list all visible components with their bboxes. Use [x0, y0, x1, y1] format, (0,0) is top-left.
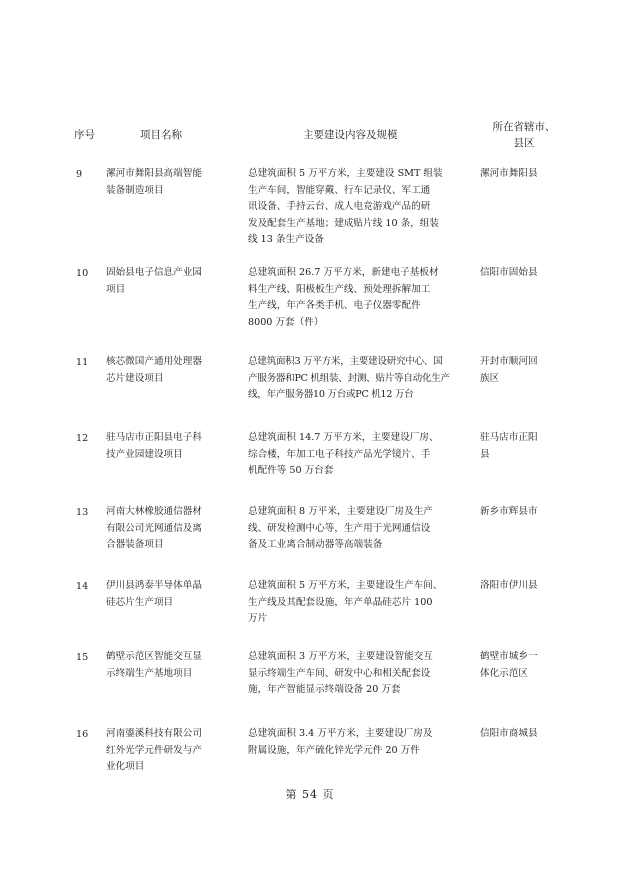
location-line: 漯河市舞阳县: [480, 168, 538, 179]
name-line: 河南大林橡胶通信器材: [106, 506, 202, 517]
row-seq: 10: [76, 268, 89, 279]
name-line: 鹤壁示范区智能交互显: [106, 651, 202, 662]
header-location-line1: 所在省辖市、: [492, 121, 556, 133]
header-seq: 序号: [74, 129, 95, 141]
location-line: 鹤壁市城乡一: [480, 651, 538, 662]
name-line: 示终端生产基地项目: [106, 667, 193, 679]
header-location: [484, 119, 564, 151]
row-location: [480, 726, 560, 743]
content-line: 总建筑面积 3.4 万平方米，主要建设厂房及: [248, 728, 433, 739]
content-line: 总建筑面积 5 万平方米，主要建设 SMT 组装: [248, 168, 443, 179]
row-project-name: [106, 504, 234, 554]
content-line: 施，年产智能显示终端设备 20 万套: [248, 684, 401, 695]
location-line: 洛阳市伊川县: [480, 580, 538, 591]
row-location: [480, 504, 560, 521]
name-line: 技产业园建设项目: [106, 448, 183, 460]
location-line: 族区: [480, 372, 500, 384]
row-content: [248, 354, 464, 404]
name-line: 硅芯片生产项目: [106, 596, 174, 608]
content-line: 总建筑面积 26.7 万平方米，新建电子基板材: [248, 267, 439, 278]
row-project-name: [106, 649, 234, 682]
row-location: [480, 578, 560, 595]
name-line: 伊川县鸿泰半导体单晶: [106, 580, 202, 591]
name-line: 固始县电子信息产业园: [106, 267, 202, 278]
name-line: 业化项目: [106, 761, 145, 772]
location-line: 体化示范区: [480, 667, 528, 679]
content-line: 总建筑面积 14.7 万平方米，主要建设厂房、: [248, 432, 439, 443]
content-line: 生产线，年产各类手机、电子仪器零配件: [248, 300, 421, 311]
row-project-name: [106, 578, 234, 611]
content-line: 总建筑面积 3 万平方米，主要建设智能交互: [248, 651, 433, 662]
row-content: [248, 578, 464, 628]
content-line: 附属设施，年产硫化锌光学元件 20 万件: [248, 744, 420, 756]
row-seq: 14: [76, 581, 89, 592]
row-content: [248, 649, 464, 699]
location-line: 县: [480, 448, 490, 460]
row-seq: 16: [76, 729, 89, 740]
content-line: 线，年产服务器10 万台或PC 机12 万台: [248, 389, 414, 400]
row-project-name: [106, 430, 234, 463]
content-line: 线、研发检测中心等，生产用于光网通信设: [248, 522, 431, 534]
row-location: [480, 649, 560, 682]
name-line: 河南鎏溪科技有限公司: [106, 728, 202, 739]
row-location: [480, 354, 560, 387]
row-seq: 12: [76, 433, 89, 444]
location-line: 开封市顺河回: [480, 356, 538, 367]
content-line: 料生产线、阳极板生产线、预处理拆解加工: [248, 283, 431, 295]
location-line: 驻马店市正阳: [480, 432, 538, 443]
row-project-name: [106, 726, 234, 776]
content-line: 机配件等 50 万台套: [248, 465, 334, 476]
row-content: [248, 265, 464, 331]
row-location: [480, 166, 560, 183]
content-line: 线 13 条生产设备: [248, 234, 324, 245]
row-content: [248, 430, 464, 480]
row-seq: 13: [76, 507, 89, 518]
location-line: 信阳市商城县: [480, 728, 538, 739]
row-seq: 15: [76, 652, 89, 663]
content-line: 备及工业离合制动器等高端装备: [248, 539, 383, 550]
name-line: 合器装备项目: [106, 539, 164, 550]
row-location: [480, 430, 560, 463]
content-line: 8000 万套（件）: [248, 316, 324, 328]
content-line: 显示终端生产车间、研发中心和相关配套设: [248, 667, 431, 679]
name-line: 芯片建设项目: [106, 372, 164, 384]
name-line: 驻马店市正阳县电子科: [106, 432, 202, 443]
content-line: 总建筑面积 5 万平方米，主要建设生产车间、: [248, 580, 443, 591]
row-content: [248, 726, 464, 759]
content-line: 生产线及其配套设施，年产单晶硅芯片 100: [248, 596, 433, 608]
header-location-line2: 县区: [513, 137, 535, 149]
location-line: 新乡市辉县市: [480, 506, 538, 517]
content-line: 生产车间，智能穿戴、行车记录仪、军工通: [248, 184, 431, 196]
header-content: 主要建设内容及规模: [303, 129, 398, 141]
location-line: 信阳市固始县: [480, 267, 538, 278]
name-line: 项目: [106, 283, 126, 295]
content-line: 发及配套生产基地；建成贴片线 10 条，组装: [248, 217, 439, 229]
row-content: [248, 504, 464, 554]
name-line: 漯河市舞阳县高端智能: [106, 168, 202, 179]
content-line: 产服务器和PC 机组装、封测、贴片等自动化生产: [248, 372, 450, 384]
name-line: 有限公司光网通信及离: [106, 522, 202, 534]
header-project-name: 项目名称: [140, 129, 182, 141]
row-content: [248, 166, 464, 249]
content-line: 讯设备、手持云台、成人电竞游戏产品的研: [248, 201, 431, 212]
row-seq: 11: [76, 357, 89, 368]
row-seq: 9: [76, 169, 83, 180]
page-number: 第 54 页: [285, 788, 335, 801]
row-location: [480, 265, 560, 282]
row-project-name: [106, 166, 234, 199]
row-project-name: [106, 265, 234, 298]
name-line: 红外光学元件研发与产: [106, 744, 202, 756]
row-project-name: [106, 354, 234, 387]
content-line: 万片: [248, 613, 268, 624]
content-line: 综合楼，年加工电子科技产品光学镜片、手: [248, 448, 431, 460]
name-line: 核芯微国产通用处理器: [106, 356, 202, 367]
name-line: 装备制造项目: [106, 184, 164, 196]
content-line: 总建筑面积 8 万平米，主要建设厂房及生产: [248, 506, 433, 517]
content-line: 总建筑面积3 万平方米，主要建设研究中心、国: [248, 356, 443, 367]
